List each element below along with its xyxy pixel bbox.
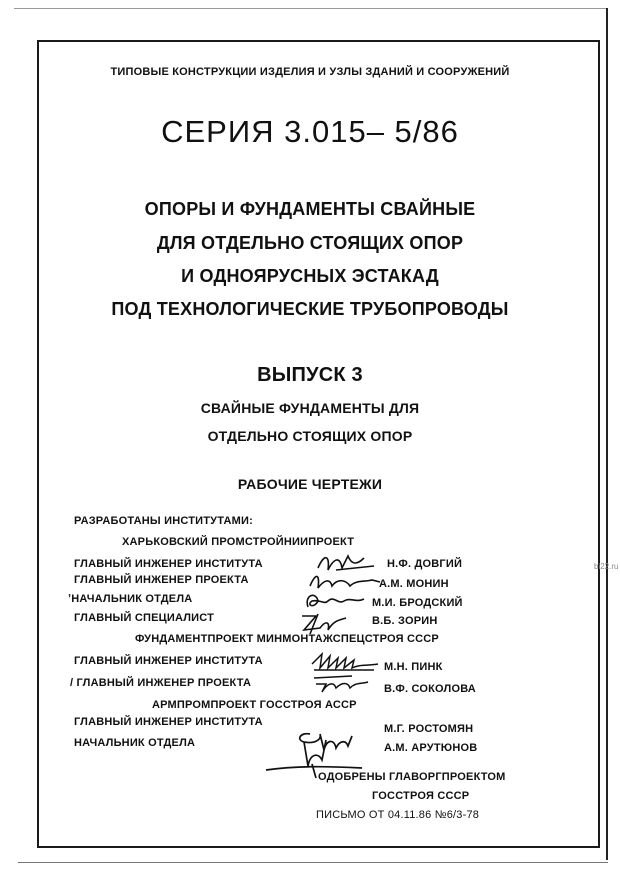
title-line-4: ПОД ТЕХНОЛОГИЧЕСКИЕ ТРУБОПРОВОДЫ bbox=[111, 299, 509, 319]
scan-bottom-edge bbox=[18, 862, 608, 863]
org1-name: ХАРЬКОВСКИЙ ПРОМСТРОЙНИИПРОЕКТ bbox=[122, 536, 355, 548]
header-top-line: ТИПОВЫЕ КОНСТРУКЦИИ ИЗДЕЛИЯ И УЗЛЫ ЗДАНИЙ И СООРУЖЕНИЙ bbox=[110, 66, 510, 78]
signature-sokolova bbox=[312, 674, 372, 696]
org2-person-2: В.Ф. СОКОЛОВА bbox=[384, 683, 476, 695]
org3-person-1: М.Г. РОСТОМЯН bbox=[384, 723, 474, 735]
approval-line-2: ГОССТРОЯ СССР bbox=[372, 790, 470, 802]
title-line-1: ОПОРЫ И ФУНДАМЕНТЫ СВАЙНЫЕ bbox=[144, 199, 476, 219]
signature-pink bbox=[308, 650, 384, 674]
title-line-3: И ОДНОЯРУСНЫХ ЭСТАКАД bbox=[181, 266, 439, 286]
signature-zorin bbox=[296, 608, 356, 636]
org2-role-2: / ГЛАВНЫЙ ИНЖЕНЕР ПРОЕКТА bbox=[70, 677, 252, 689]
org1-role-4: ГЛАВНЫЙ СПЕЦИАЛИСТ bbox=[74, 612, 215, 624]
approval-line-3: ПИСЬМО ОТ 04.11.86 №6/3-78 bbox=[316, 809, 480, 821]
org1-role-2: ГЛАВНЫЙ ИНЖЕНЕР ПРОЕКТА bbox=[74, 574, 249, 586]
series-title: СЕРИЯ 3.015– 5/86 bbox=[161, 114, 459, 149]
developers-heading: РАЗРАБОТАНЫ ИНСТИТУТАМИ: bbox=[74, 515, 253, 527]
approval-line-1: ОДОБРЕНЫ ГЛАВОРГПРОЕКТОМ bbox=[318, 771, 506, 783]
org1-person-3: М.И. БРОДСКИЙ bbox=[372, 597, 463, 609]
scan-top-edge bbox=[14, 8, 608, 9]
document-type: РАБОЧИЕ ЧЕРТЕЖИ bbox=[237, 476, 383, 492]
title-line-2: ДЛЯ ОТДЕЛЬНО СТОЯЩИХ ОПОР bbox=[156, 233, 464, 253]
org1-person-4: В.Б. ЗОРИН bbox=[372, 615, 438, 627]
org1-role-3: ʼНАЧАЛЬНИК ОТДЕЛА bbox=[68, 593, 193, 605]
org2-name: ФУНДАМЕНТПРОЕКТ МИНМОНТАЖСПЕЦСТРОЯ СССР bbox=[135, 633, 439, 645]
org1-person-2: А.М. МОНИН bbox=[379, 578, 449, 590]
org3-role-2: НАЧАЛЬНИК ОТДЕЛА bbox=[74, 737, 196, 749]
org2-role-1: ГЛАВНЫЙ ИНЖЕНЕР ИНСТИТУТА bbox=[74, 655, 263, 667]
org3-name: АРМПРОМПРОЕКТ ГОССТРОЯ АССР bbox=[152, 699, 357, 711]
signature-arutyunov bbox=[264, 730, 372, 782]
issue-number: ВЫПУСК 3 bbox=[257, 364, 363, 386]
watermark: bi22.ru bbox=[594, 562, 619, 571]
org1-person-1: Н.Ф. ДОВГИЙ bbox=[387, 558, 463, 570]
org2-person-1: М.Н. ПИНК bbox=[384, 661, 443, 673]
issue-line-2: ОТДЕЛЬНО СТОЯЩИХ ОПОР bbox=[207, 428, 413, 444]
issue-line-1: СВАЙНЫЕ ФУНДАМЕНТЫ ДЛЯ bbox=[200, 400, 420, 416]
org3-role-1: ГЛАВНЫЙ ИНЖЕНЕР ИНСТИТУТА bbox=[74, 716, 263, 728]
org1-role-1: ГЛАВНЫЙ ИНЖЕНЕР ИНСТИТУТА bbox=[74, 558, 263, 570]
org3-person-2: А.М. АРУТЮНОВ bbox=[384, 742, 478, 754]
